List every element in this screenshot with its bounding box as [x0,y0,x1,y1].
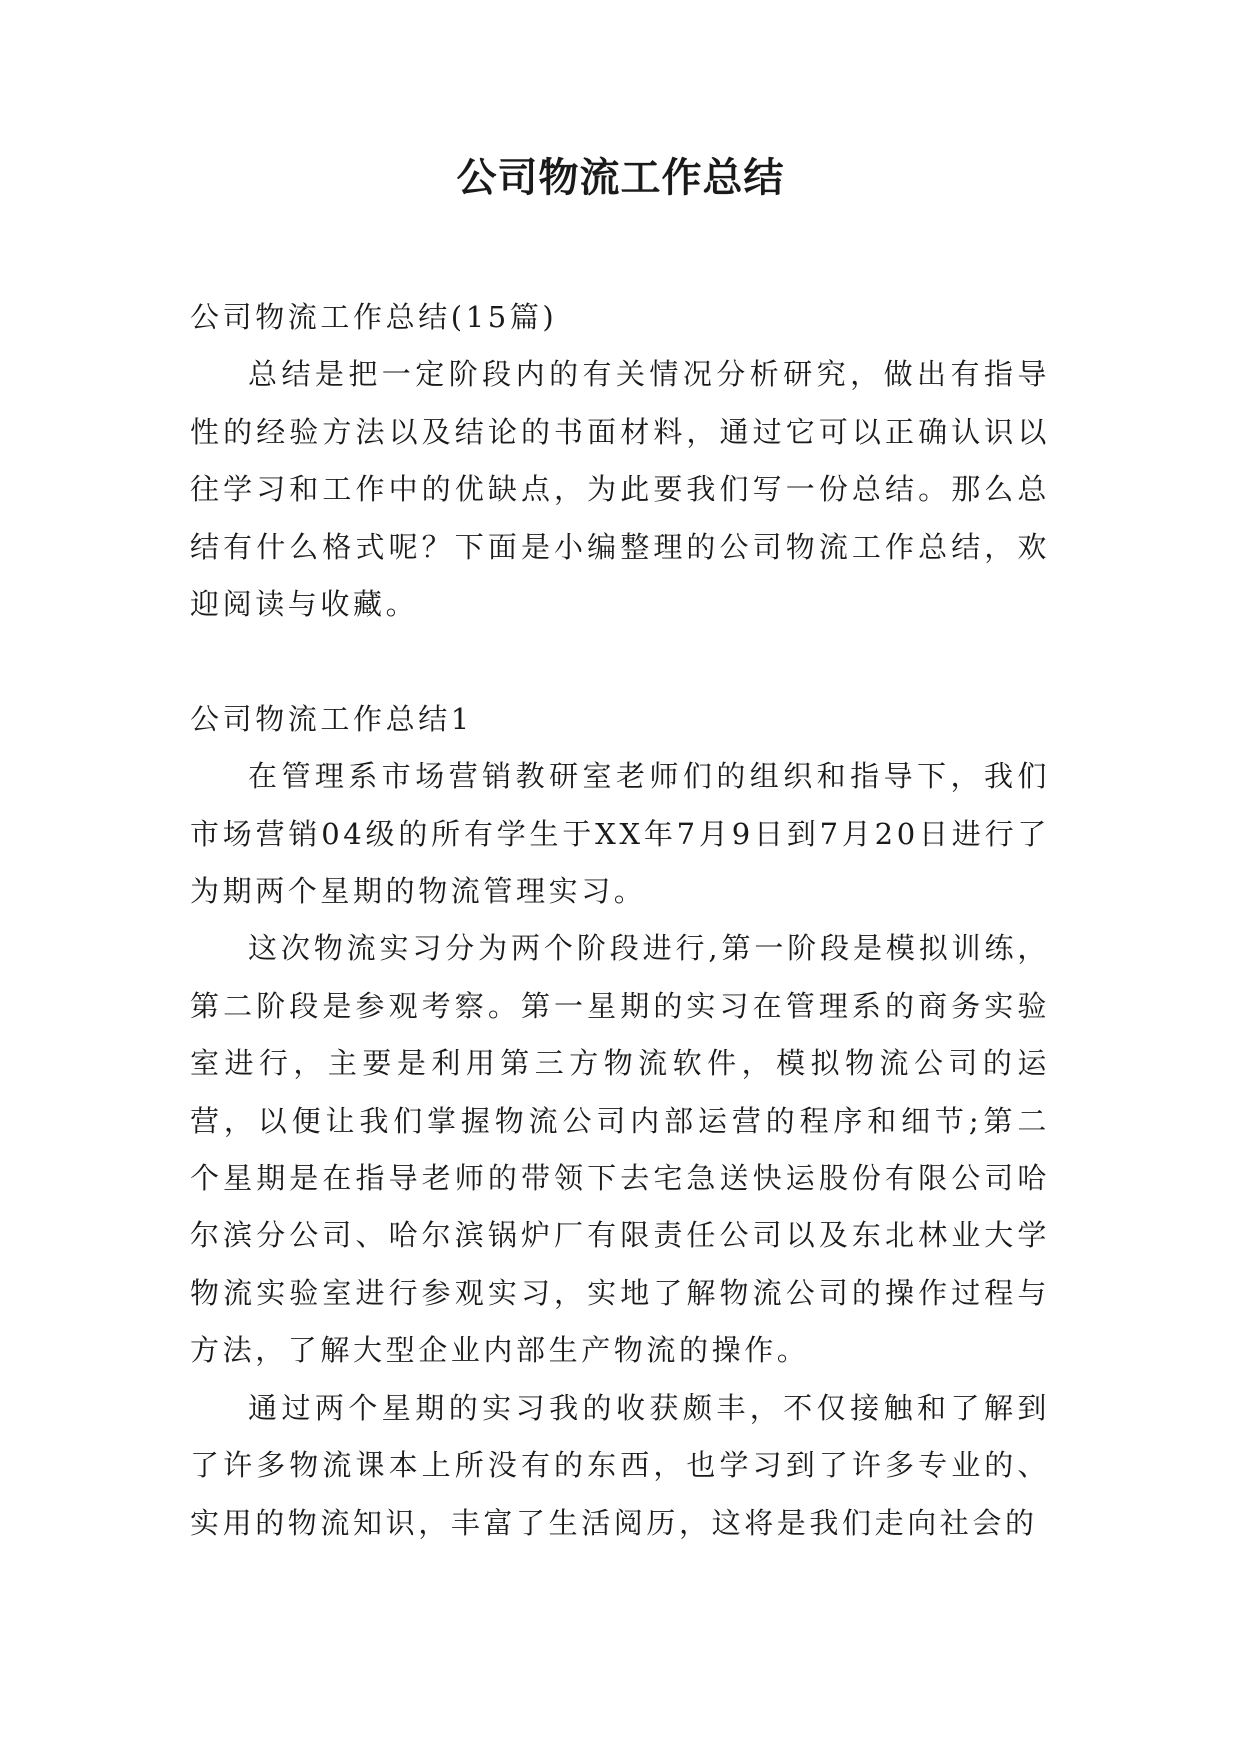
body-paragraph: 在管理系市场营销教研室老师们的组织和指导下，我们市场营销04级的所有学生于XX年7月9日到7月20日进行了为期两个星期的物流管理实习。 [190,759,1050,909]
document-subtitle: 公司物流工作总结(15篇) [190,300,558,334]
document-body [190,289,1050,1552]
intro-paragraph: 总结是把一定阶段内的有关情况分析研究，做出有指导性的经验方法以及结论的书面材料，通过它可以正确认识以往学习和工作中的优缺点，为此要我们写一份总结。那么总结有什么格式呢？下面是小编整理的公司物流工作总结，欢迎阅读与收藏。 [190,357,1050,622]
body-paragraph: 通过两个星期的实习我的收获颇丰，不仅接触和了解到了许多物流课本上所没有的东西，也学习到了许多专业的、实用的物流知识，丰富了生活阅历，这将是我们走向社会的 [190,1390,1050,1540]
body-paragraph: 这次物流实习分为两个阶段进行,第一阶段是模拟训练，第二阶段是参观考察。第一星期的实习在管理系的商务实验室进行，主要是利用第三方物流软件，模拟物流公司的运营，以便让我们掌握物流公司内部运营的程序和细节;第二个星期是在指导老师的带领下去宅急送快运股份有限公司哈尔滨分公司、哈尔滨锅炉厂有限责任公司以及东北林业大学物流实验室进行参观实习，实地了解物流公司的操作过程与方法，了解大型企业内部生产物流的操作。 [190,931,1050,1368]
document-title: 公司物流工作总结 [456,155,785,201]
section-heading: 公司物流工作总结1 [190,701,473,736]
section-spacer [190,633,1050,690]
